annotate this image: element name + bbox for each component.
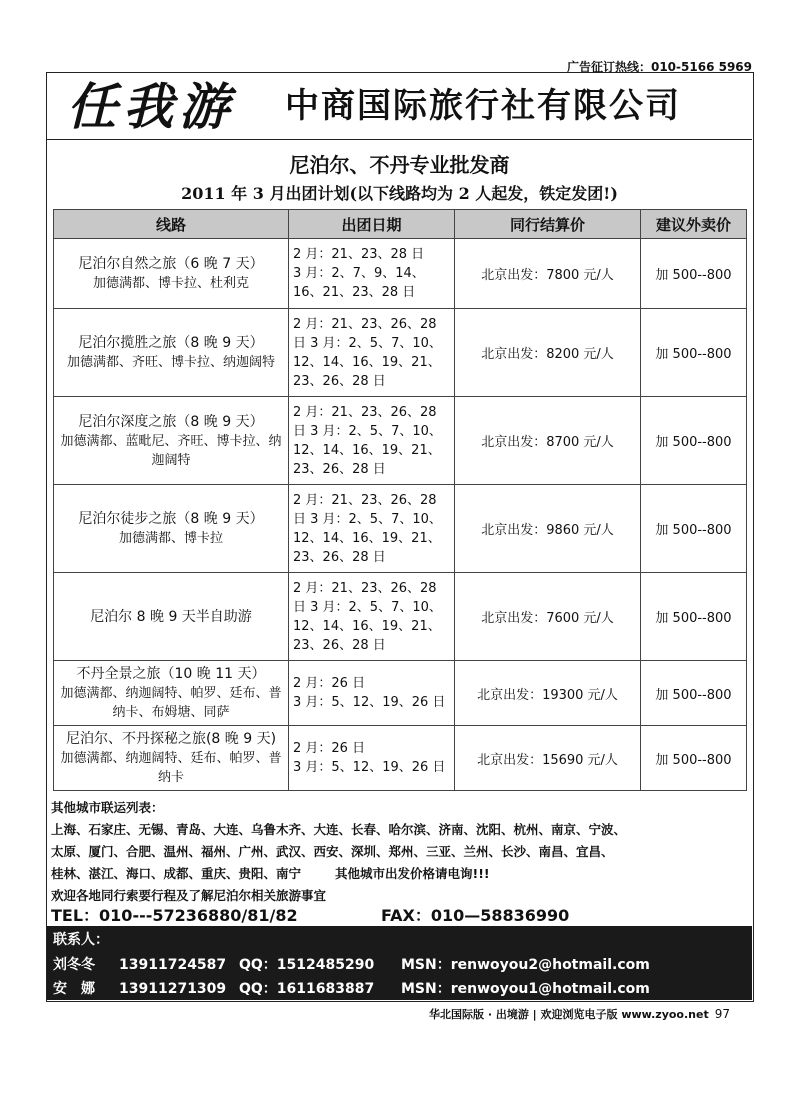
footer-text: 华北国际版 · 出境游 | 欢迎浏览电子版 www.zyoo.net [428, 1008, 709, 1021]
table-row [54, 239, 747, 309]
fax: FAX：010—58836990 [381, 906, 570, 925]
contact-phone: 13911724587 [119, 957, 227, 973]
telephone: TEL：010---57236880/81/82 [51, 906, 298, 925]
contact-qq: QQ：1512485290 [239, 957, 375, 973]
retail-cell: 加 500--800 [641, 397, 747, 485]
contact-name: 安 娜 [53, 981, 95, 997]
sub-headline: 2011 年 3 月出团计划(以下线路均为 2 人起发，铁定发团!) [181, 184, 618, 203]
table-row [54, 573, 747, 661]
table-row [54, 485, 747, 573]
headline: 尼泊尔、不丹专业批发商 [289, 153, 510, 177]
route-name: 尼泊尔深度之旅（8 晚 9 天） [78, 413, 264, 430]
route-cell [54, 239, 289, 309]
table-row [54, 397, 747, 485]
price-cell: 北京出发：15690 元/人 [455, 726, 641, 791]
route-cell [54, 573, 289, 661]
route-cell [54, 309, 289, 397]
company-name: 中商国际旅行社有限公司 [285, 86, 681, 126]
route-cities: 加德满都、齐旺、博卡拉、纳迦阔特 [66, 355, 275, 370]
header-price: 同行结算价 [455, 210, 641, 239]
table-header-row [54, 210, 747, 239]
dates-cell: 2 月：21、23、26、28 日 3 月：2、5、7、10、12、14、16、19、21、23、26、28 日 [289, 485, 455, 573]
contact-row [53, 954, 650, 974]
price-inquiry-note: 其他城市出发价格请电询!!! [335, 866, 490, 881]
contact-msn: MSN：renwoyou2@hotmail.com [401, 957, 650, 973]
contacts-title: 联系人： [53, 932, 109, 948]
other-cities-line: 太原、厦门、合肥、温州、福州、广州、武汉、西安、深圳、郑州、三亚、兰州、长沙、南昌、宜昌、 [51, 844, 614, 859]
route-cities: 加德满都、纳迦阔特、帕罗、廷布、普纳卡、布姆塘、同萨 [60, 686, 282, 720]
dates-cell: 2 月：26 日 3 月：5、12、19、26 日 [289, 726, 455, 791]
ad-hotline: 广告征订热线：010-5166 5969 [566, 60, 752, 74]
retail-cell: 加 500--800 [641, 573, 747, 661]
dates-cell: 2 月：21、23、28 日 3 月：2、7、9、14、16、21、23、28 日 [289, 239, 455, 309]
route-cities: 加德满都、蓝毗尼、齐旺、博卡拉、纳迦阔特 [60, 433, 282, 468]
route-cell [54, 661, 289, 726]
other-cities-line: 桂林、湛江、海口、成都、重庆、贵阳、南宁 [51, 866, 302, 881]
price-cell: 北京出发：7600 元/人 [455, 573, 641, 661]
route-cell [54, 485, 289, 573]
retail-cell: 加 500--800 [641, 726, 747, 791]
other-cities-title: 其他城市联运列表： [51, 800, 164, 815]
welcome-text: 欢迎各地同行索要行程及了解尼泊尔相关旅游事宜 [51, 888, 327, 903]
route-name: 尼泊尔徒步之旅（8 晚 9 天） [78, 511, 264, 527]
route-name: 尼泊尔揽胜之旅（8 晚 9 天） [78, 335, 264, 351]
routes-table [53, 209, 747, 791]
price-cell: 北京出发：19300 元/人 [455, 661, 641, 726]
dates-cell: 2 月：26 日 3 月：5、12、19、26 日 [289, 661, 455, 726]
retail-cell: 加 500--800 [641, 485, 747, 573]
other-cities-line: 上海、石家庄、无锡、青岛、大连、乌鲁木齐、大连、长春、哈尔滨、济南、沈阳、杭州、南京、宁波、 [51, 822, 627, 837]
retail-cell: 加 500--800 [641, 309, 747, 397]
advertisement-frame [46, 72, 754, 1002]
header [47, 73, 752, 140]
logo: 任我游 [67, 77, 235, 136]
contact-phone: 13911271309 [119, 981, 227, 997]
route-cities: 加德满都、博卡拉、杜利克 [92, 276, 249, 291]
other-cities-section [51, 797, 751, 907]
table-row [54, 309, 747, 397]
contact-name: 刘冬冬 [53, 957, 95, 973]
price-cell: 北京出发：9860 元/人 [455, 485, 641, 573]
retail-cell: 加 500--800 [641, 239, 747, 309]
price-cell: 北京出发：8700 元/人 [455, 397, 641, 485]
route-cities: 加德满都、博卡拉 [118, 531, 223, 546]
table-row [54, 726, 747, 791]
dates-cell: 2 月：21、23、26、28 日 3 月：2、5、7、10、12、14、16、19、21、23、26、28 日 [289, 309, 455, 397]
route-name: 尼泊尔、不丹探秘之旅(8 晚 9 天) [65, 731, 277, 747]
route-name: 尼泊尔 8 晚 9 天半自助游 [90, 608, 252, 625]
route-cities: 加德满都、纳迦阔特、廷布、帕罗、普纳卡 [60, 751, 282, 785]
route-name: 尼泊尔自然之旅（6 晚 7 天） [78, 256, 264, 272]
route-cell [54, 397, 289, 485]
other-cities-line-last [51, 863, 751, 885]
price-cell: 北京出发：7800 元/人 [455, 239, 641, 309]
table-row [54, 661, 747, 726]
route-name: 不丹全景之旅（10 晚 11 天） [76, 666, 266, 682]
page-number: 97 [714, 1007, 730, 1021]
price-cell: 北京出发：8200 元/人 [455, 309, 641, 397]
contact-panel [47, 926, 752, 1000]
header-dates: 出团日期 [289, 210, 455, 239]
retail-cell: 加 500--800 [641, 661, 747, 726]
footer [429, 1006, 730, 1022]
header-route: 线路 [54, 210, 289, 239]
header-retail: 建议外卖价 [641, 210, 747, 239]
contact-row [53, 978, 650, 998]
dates-cell: 2 月：21、23、26、28 日 3 月：2、5、7、10、12、14、16、19、21、23、26、28 日 [289, 397, 455, 485]
dates-cell: 2 月：21、23、26、28 日 3 月：2、5、7、10、12、14、16、19、21、23、26、28 日 [289, 573, 455, 661]
contact-msn: MSN：renwoyou1@hotmail.com [401, 981, 650, 997]
route-cell [54, 726, 289, 791]
contact-qq: QQ：1611683887 [239, 981, 375, 997]
